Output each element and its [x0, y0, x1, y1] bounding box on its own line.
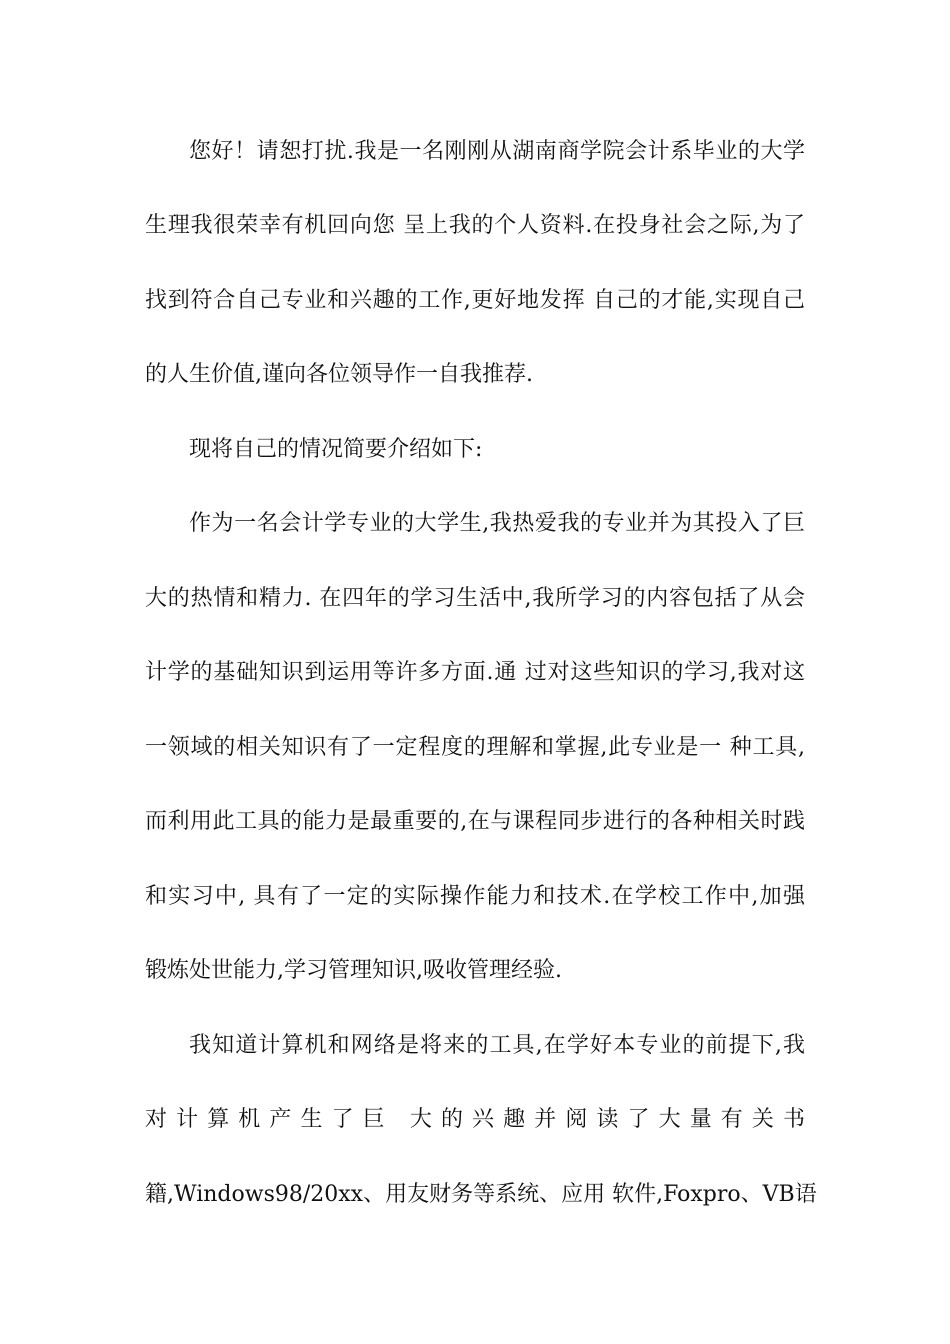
- paragraph-line: 籍,Windows98/20xx、用友财务等系统、应用 软件,Foxpro、VB语: [145, 1182, 817, 1207]
- paragraph-line: 作为一名会计学专业的大学生,我热爱我的专业并为其投入了巨: [189, 511, 805, 536]
- paragraph-line: 锻炼处世能力,学习管理知识,吸收管理经验.: [145, 958, 562, 983]
- paragraph-line: 生理我很荣幸有机回向您 呈上我的个人资料.在投身社会之际,为了: [145, 213, 805, 238]
- paragraph-line: 找到符合自己专业和兴趣的工作,更好地发挥 自己的才能,实现自己: [145, 288, 805, 313]
- paragraph-line: 计学的基础知识到运用等许多方面.通 过对这些知识的学习,我对这: [145, 660, 805, 685]
- paragraph-line: 您好！请恕打扰.我是一名刚刚从湖南商学院会计系毕业的大学: [189, 139, 805, 164]
- paragraph-line: 而利用此工具的能力是最重要的,在与课程同步进行的各种相关时践: [145, 809, 805, 834]
- paragraph-line: 和实习中, 具有了一定的实际操作能力和技术.在学校工作中,加强: [145, 884, 805, 909]
- paragraph-line: 我知道计算机和网络是将来的工具,在学好本专业的前提下,我: [189, 1033, 805, 1058]
- paragraph-line: 大的热情和精力. 在四年的学习生活中,我所学习的内容包括了从会: [145, 586, 805, 611]
- paragraph-line: 的人生价值,谨向各位领导作一自我推荐.: [145, 362, 533, 387]
- paragraph-line: 对计算机产生了巨 大的兴趣并阅读了大量有关书: [145, 1107, 805, 1132]
- paragraph-line: 现将自己的情况简要介绍如下:: [189, 437, 483, 462]
- paragraph-line: 一领域的相关知识有了一定程度的理解和掌握,此专业是一 种工具,: [145, 735, 805, 760]
